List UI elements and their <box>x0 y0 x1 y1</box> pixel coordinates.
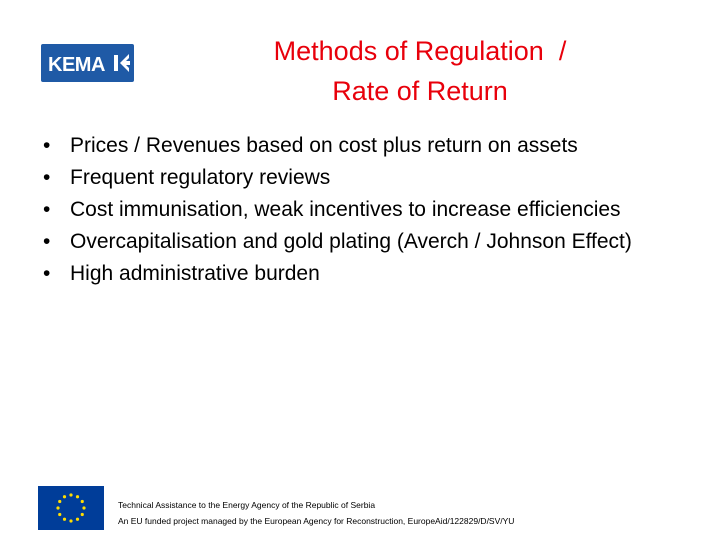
eu-star-icon <box>76 518 79 521</box>
bullet-dot: • <box>43 198 51 221</box>
bullet-text: Cost immunisation, weak incentives to increase efficiencies <box>70 198 621 221</box>
eu-star-icon <box>56 506 59 509</box>
eu-star-icon <box>82 506 85 509</box>
bullet-item <box>40 226 680 258</box>
bullet-dot: • <box>43 262 51 285</box>
bullet-item <box>40 194 680 226</box>
bullet-item <box>40 258 680 290</box>
bullet-dot: • <box>43 134 51 157</box>
bullet-list <box>40 130 680 290</box>
kema-logo-mark <box>114 54 130 72</box>
bullet-dot: • <box>43 230 51 253</box>
kema-logo-text: KEMA <box>48 54 105 76</box>
bullet-text: High administrative burden <box>70 262 320 285</box>
eu-star-icon <box>69 519 72 522</box>
bullet-item <box>40 162 680 194</box>
bullet-text: Overcapitalisation and gold plating (Averch / Johnson Effect) <box>70 230 632 253</box>
eu-star-icon <box>81 513 84 516</box>
eu-star-icon <box>81 500 84 503</box>
eu-star-icon <box>76 495 79 498</box>
eu-star-icon <box>58 500 61 503</box>
bullet-text: Prices / Revenues based on cost plus return on assets <box>70 134 578 157</box>
slide-title <box>220 31 620 111</box>
eu-star-icon <box>63 495 66 498</box>
slide-title-line-2: Rate of Return <box>332 76 508 106</box>
bullet-item <box>40 130 680 162</box>
footer-line-2: An EU funded project managed by the European Agency for Reconstruction, EuropeAid/122829/D/SV/YU <box>118 516 515 526</box>
slide-title-line-1: Methods of Regulation / <box>273 36 567 66</box>
eu-flag-icon <box>38 486 104 530</box>
eu-star-icon <box>69 493 72 496</box>
eu-star-icon <box>58 513 61 516</box>
kema-logo <box>41 44 134 82</box>
bullet-dot: • <box>43 166 51 189</box>
footer-line-1: Technical Assistance to the Energy Agency of the Republic of Serbia <box>118 500 376 510</box>
eu-star-icon <box>63 518 66 521</box>
bullet-text: Frequent regulatory reviews <box>70 166 331 189</box>
